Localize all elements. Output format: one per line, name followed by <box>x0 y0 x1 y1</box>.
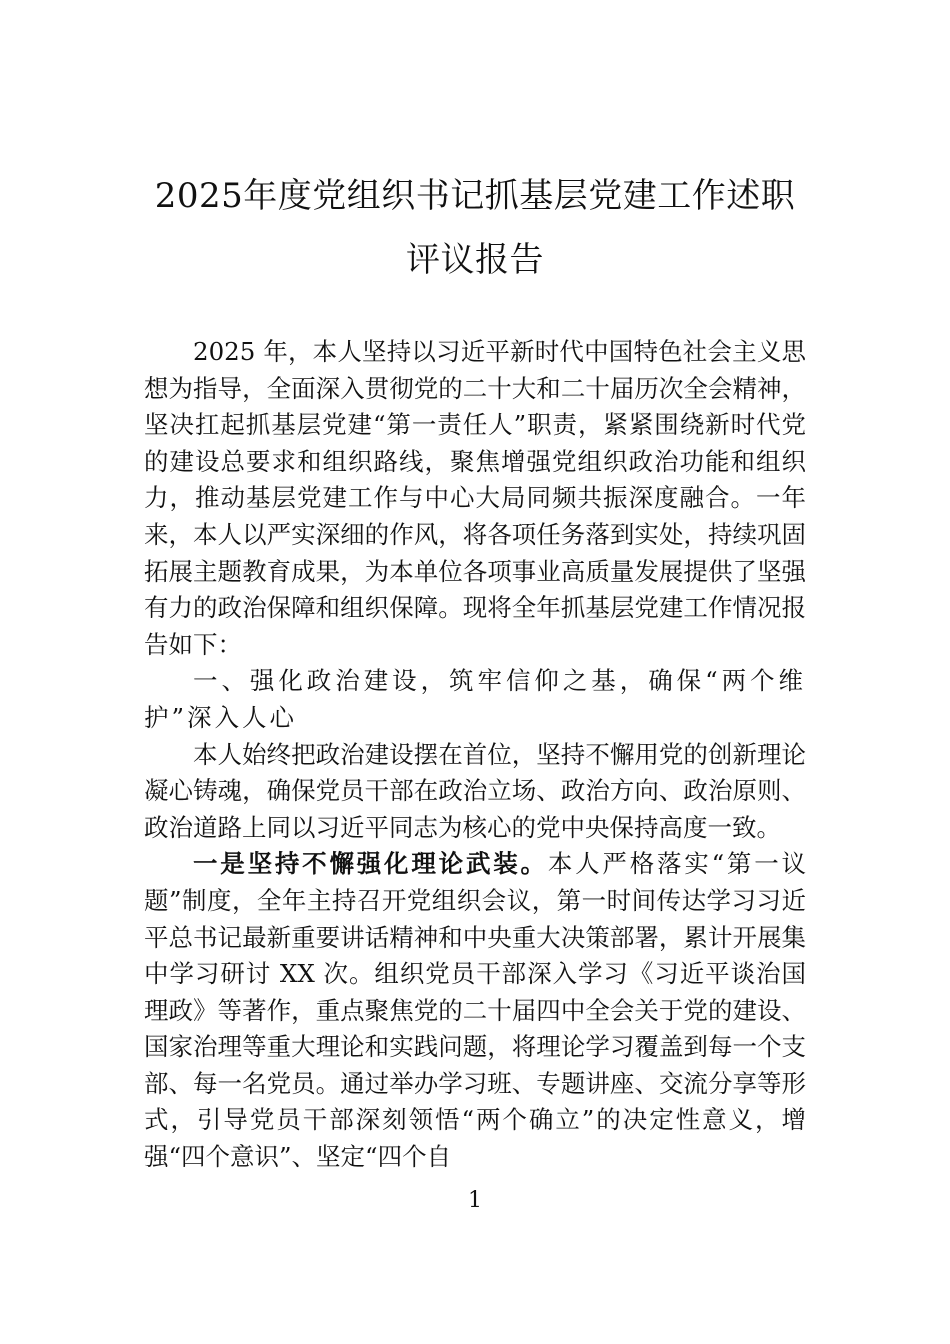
page-number: 1 <box>468 1188 482 1213</box>
point-1-body: 本人严格落实“第一议题”制度，全年主持召开党组织会议，第一时间传达学习习近平总书记最新重要讲话精神和中央重大决策部署，累计开展集中学习研讨 XX 次。组织党员干部深入学习《习近平谈治国理政》等著作，重点聚焦党的二十届四中全会关于党的建设、国家治理等重大理论和实践问题，将理论学习覆盖到每一个支部、每一名党员。通过举办学习班、专题讲座、交流分享等形式，引导党员干部深刻领悟“两个确立”的决定性意义，增强“四个意识”、坚定“四个自 <box>144 849 806 1172</box>
document-body <box>144 334 806 1176</box>
title-line-2: 评议报告 <box>406 240 544 280</box>
point-1-paragraph <box>144 846 806 1175</box>
section-1-paragraph: 本人始终把政治建设摆在首位，坚持不懈用党的创新理论凝心铸魂，确保党员干部在政治立场、政治方向、政治原则、政治道路上同以习近平同志为核心的党中央保持高度一致。 <box>144 739 806 842</box>
document-title <box>140 164 810 292</box>
point-1-lead: 一是坚持不懈强化理论武装。 <box>193 849 548 879</box>
title-line-1: 2025年度党组织书记抓基层党建工作述职 <box>154 176 796 216</box>
intro-paragraph: 2025 年，本人坚持以习近平新时代中国特色社会主义思想为指导，全面深入贯彻党的二十大和二十届历次全会精神，坚决扛起抓基层党建“第一责任人”职责，紧紧围绕新时代党的建设总要求和组织路线，聚焦增强党组织政治功能和组织力，推动基层党建工作与中心大局同频共振深度融合。一年来，本人以严实深细的作风，将各项任务落到实处，持续巩固拓展主题教育成果，为本单位各项事业高质量发展提供了坚强有力的政治保障和组织保障。现将全年抓基层党建工作情况报告如下： <box>144 337 806 659</box>
section-heading-1: 一、强化政治建设，筑牢信仰之基，确保“两个维护”深入人心 <box>144 666 806 732</box>
